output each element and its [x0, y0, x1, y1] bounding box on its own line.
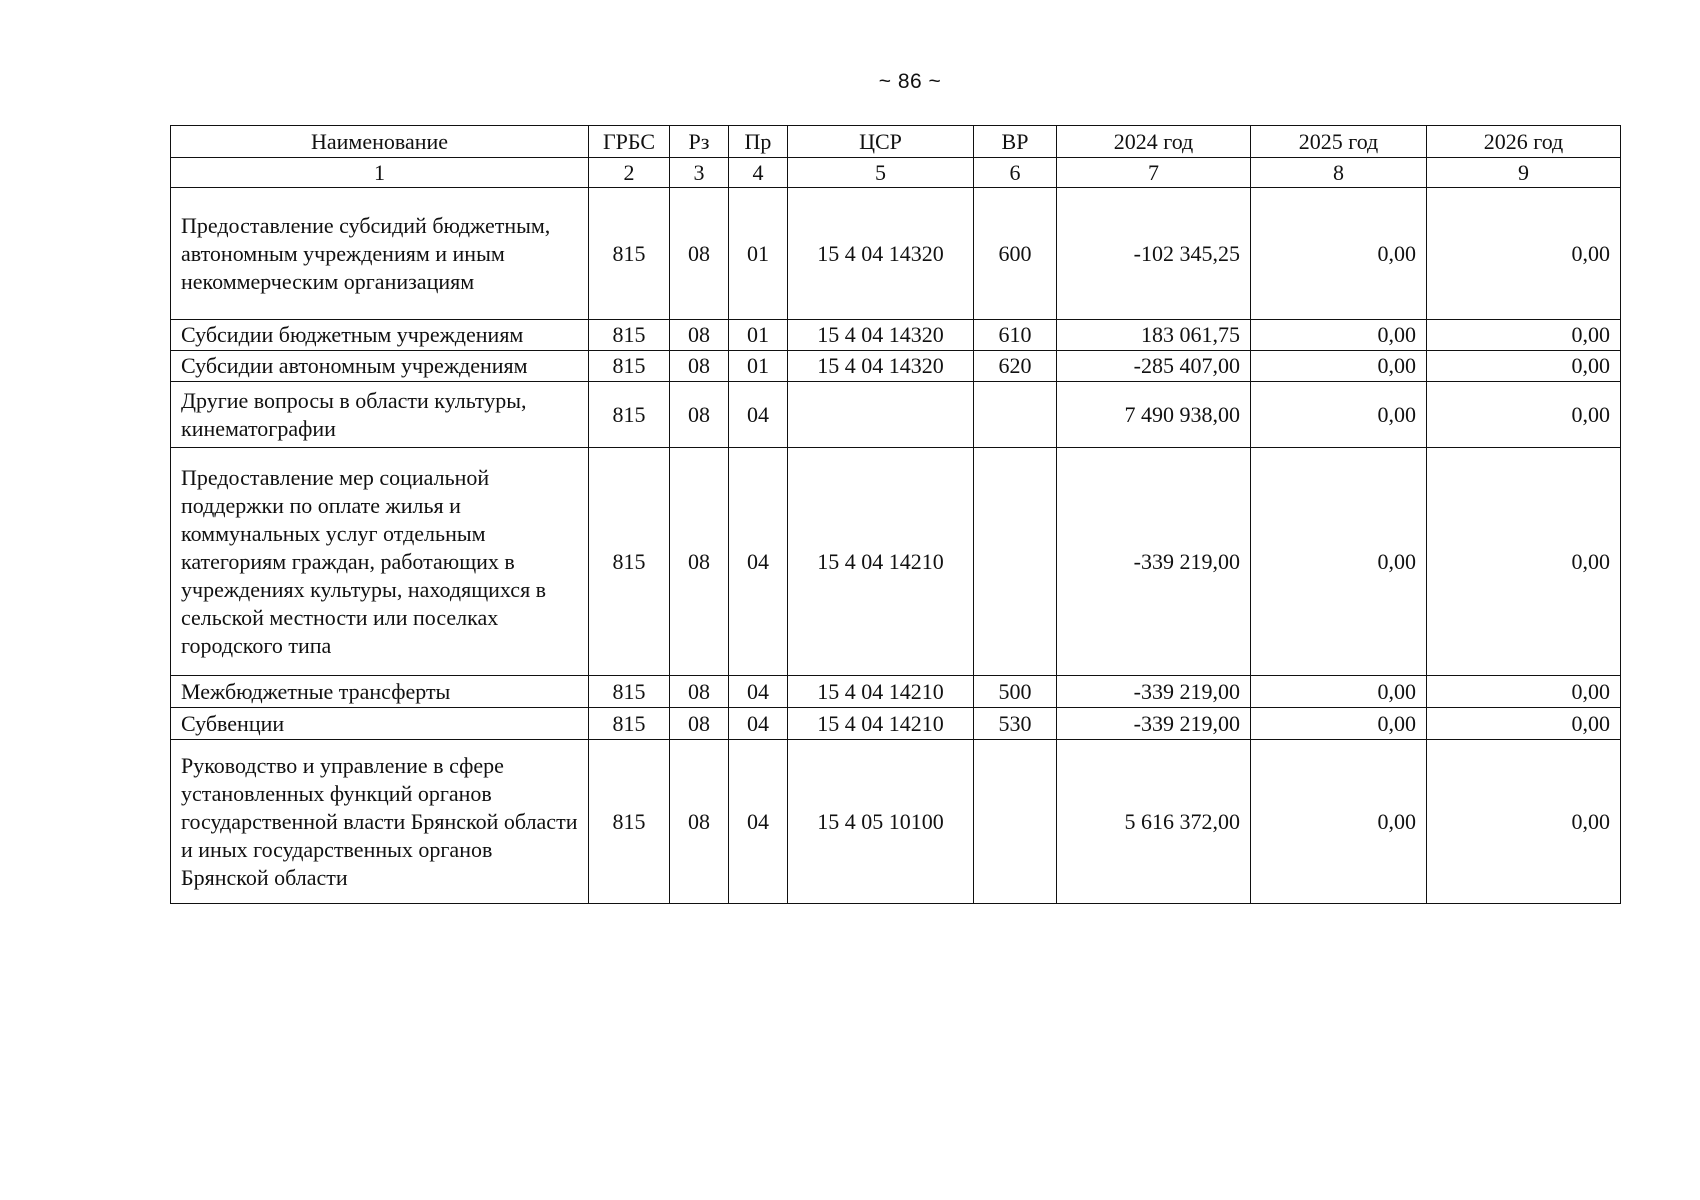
row-vr	[974, 740, 1057, 904]
row-grbs: 815	[589, 320, 670, 351]
column-number: 5	[788, 158, 974, 188]
column-number: 4	[729, 158, 788, 188]
row-name: Субсидии автономным учреждениям	[171, 351, 589, 382]
column-number: 6	[974, 158, 1057, 188]
row-rz: 08	[670, 740, 729, 904]
row-2024: 183 061,75	[1057, 320, 1251, 351]
header-2026: 2026 год	[1427, 126, 1621, 158]
row-vr: 500	[974, 676, 1057, 708]
header-row	[171, 126, 1621, 158]
header-grbs: ГРБС	[589, 126, 670, 158]
row-grbs: 815	[589, 448, 670, 676]
row-rz: 08	[670, 320, 729, 351]
row-name: Предоставление субсидий бюджетным, автономным учреждениям и иным некоммерческим организациям	[171, 188, 589, 320]
table-row	[171, 708, 1621, 740]
column-number-row	[171, 158, 1621, 188]
row-grbs: 815	[589, 676, 670, 708]
table-row	[171, 320, 1621, 351]
row-2025: 0,00	[1251, 740, 1427, 904]
row-2025: 0,00	[1251, 320, 1427, 351]
row-csr: 15 4 04 14210	[788, 708, 974, 740]
row-2025: 0,00	[1251, 676, 1427, 708]
row-vr: 600	[974, 188, 1057, 320]
row-rz: 08	[670, 351, 729, 382]
row-2024: 7 490 938,00	[1057, 382, 1251, 448]
table-row	[171, 676, 1621, 708]
row-2026: 0,00	[1427, 320, 1621, 351]
row-2024: -102 345,25	[1057, 188, 1251, 320]
row-2026: 0,00	[1427, 676, 1621, 708]
column-number: 9	[1427, 158, 1621, 188]
row-rz: 08	[670, 676, 729, 708]
column-number: 8	[1251, 158, 1427, 188]
row-pr: 04	[729, 676, 788, 708]
header-csr: ЦСР	[788, 126, 974, 158]
row-grbs: 815	[589, 382, 670, 448]
row-pr: 04	[729, 740, 788, 904]
table-row	[171, 382, 1621, 448]
row-vr: 530	[974, 708, 1057, 740]
table-row	[171, 448, 1621, 676]
row-pr: 01	[729, 351, 788, 382]
row-pr: 04	[729, 708, 788, 740]
row-2026: 0,00	[1427, 382, 1621, 448]
row-2025: 0,00	[1251, 448, 1427, 676]
column-number: 3	[670, 158, 729, 188]
row-2026: 0,00	[1427, 708, 1621, 740]
header-2024: 2024 год	[1057, 126, 1251, 158]
row-2026: 0,00	[1427, 448, 1621, 676]
row-csr	[788, 382, 974, 448]
row-grbs: 815	[589, 351, 670, 382]
row-csr: 15 4 04 14320	[788, 188, 974, 320]
row-pr: 01	[729, 188, 788, 320]
row-rz: 08	[670, 382, 729, 448]
row-name: Субвенции	[171, 708, 589, 740]
row-2024: -339 219,00	[1057, 708, 1251, 740]
row-grbs: 815	[589, 188, 670, 320]
row-2025: 0,00	[1251, 382, 1427, 448]
row-2024: -339 219,00	[1057, 448, 1251, 676]
row-name: Предоставление мер социальной поддержки по оплате жилья и коммунальных услуг отдельным категориям граждан, работающих в учреждениях культуры, находящихся в сельской местности или поселках городского типа	[171, 448, 589, 676]
table-row	[171, 740, 1621, 904]
row-vr	[974, 382, 1057, 448]
header-vr: ВР	[974, 126, 1057, 158]
column-number: 1	[171, 158, 589, 188]
row-2026: 0,00	[1427, 740, 1621, 904]
row-csr: 15 4 04 14210	[788, 448, 974, 676]
row-vr	[974, 448, 1057, 676]
row-csr: 15 4 04 14210	[788, 676, 974, 708]
row-csr: 15 4 04 14320	[788, 320, 974, 351]
row-vr: 610	[974, 320, 1057, 351]
row-pr: 01	[729, 320, 788, 351]
row-grbs: 815	[589, 740, 670, 904]
row-2026: 0,00	[1427, 351, 1621, 382]
row-2024: -285 407,00	[1057, 351, 1251, 382]
column-number: 2	[589, 158, 670, 188]
row-csr: 15 4 05 10100	[788, 740, 974, 904]
table-row	[171, 188, 1621, 320]
row-2025: 0,00	[1251, 188, 1427, 320]
header-pr: Пр	[729, 126, 788, 158]
row-grbs: 815	[589, 708, 670, 740]
table-row	[171, 351, 1621, 382]
row-pr: 04	[729, 448, 788, 676]
column-number: 7	[1057, 158, 1251, 188]
row-name: Руководство и управление в сфере установленных функций органов государственной власти Брянской области и иных государственных органов Брянской области	[171, 740, 589, 904]
page-number: ~ 86 ~	[878, 70, 942, 93]
row-2026: 0,00	[1427, 188, 1621, 320]
row-2024: 5 616 372,00	[1057, 740, 1251, 904]
row-2025: 0,00	[1251, 708, 1427, 740]
header-2025: 2025 год	[1251, 126, 1427, 158]
row-name: Межбюджетные трансферты	[171, 676, 589, 708]
row-rz: 08	[670, 188, 729, 320]
row-name: Субсидии бюджетным учреждениям	[171, 320, 589, 351]
budget-table	[170, 125, 1621, 904]
row-2025: 0,00	[1251, 351, 1427, 382]
row-2024: -339 219,00	[1057, 676, 1251, 708]
row-name: Другие вопросы в области культуры, кинематографии	[171, 382, 589, 448]
row-pr: 04	[729, 382, 788, 448]
header-name: Наименование	[171, 126, 589, 158]
row-csr: 15 4 04 14320	[788, 351, 974, 382]
row-rz: 08	[670, 448, 729, 676]
row-rz: 08	[670, 708, 729, 740]
row-vr: 620	[974, 351, 1057, 382]
header-rz: Рз	[670, 126, 729, 158]
